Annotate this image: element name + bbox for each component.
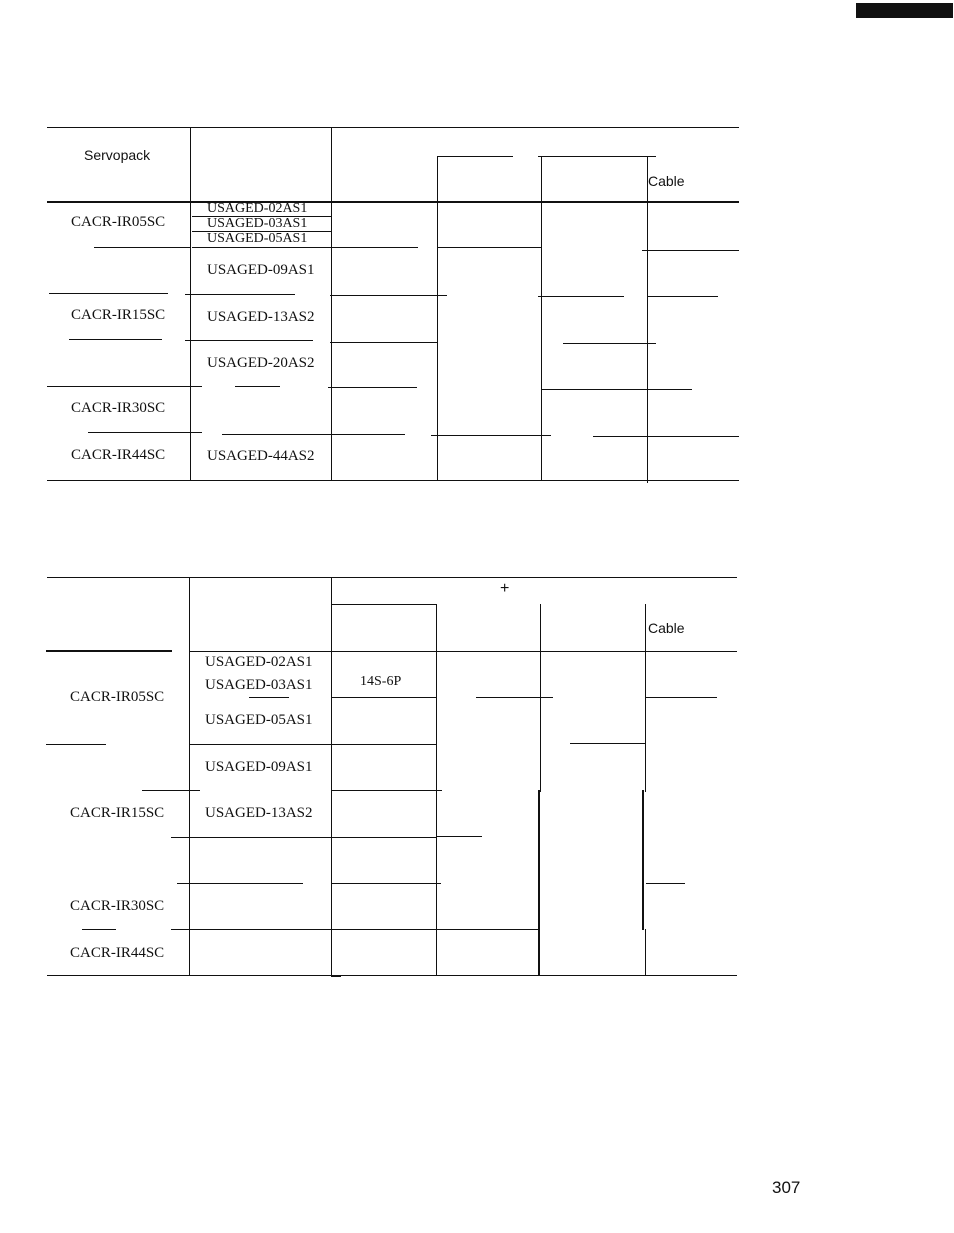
motor-cell: USAGED-03AS1 — [207, 216, 308, 231]
motor-cell: USAGED-03AS1 — [205, 677, 313, 693]
servopack-cell: CACR-IR44SC — [70, 945, 165, 961]
motor-cell: USAGED-44AS2 — [207, 448, 315, 464]
servopack-cell: CACR-IR05SC — [71, 214, 166, 230]
servopack-cell: CACR-IR05SC — [70, 689, 165, 705]
motor-cell: USAGED-20AS2 — [207, 355, 315, 371]
servopack-cell: CACR-IR15SC — [71, 307, 166, 323]
servopack-header: Servopack — [84, 147, 151, 163]
motor-cell: USAGED-13AS2 — [207, 309, 315, 325]
motor-cell: USAGED-09AS1 — [207, 262, 315, 278]
motor-cell: USAGED-05AS1 — [207, 231, 308, 246]
header-bar — [856, 3, 953, 18]
page-number: 307 — [772, 1178, 801, 1197]
plus-symbol: + — [500, 580, 510, 597]
servopack-cell: CACR-IR44SC — [71, 447, 166, 463]
servopack-cell: CACR-IR30SC — [71, 400, 166, 416]
servopack-cell: CACR-IR30SC — [70, 898, 165, 914]
motor-cell: USAGED-02AS1 — [207, 201, 308, 216]
servopack-cell: CACR-IR15SC — [70, 805, 165, 821]
motor-cell: USAGED-09AS1 — [205, 759, 313, 775]
motor-cell: USAGED-13AS2 — [205, 805, 313, 821]
connector-cell: 14S-6P — [360, 674, 402, 689]
motor-cell: USAGED-05AS1 — [205, 712, 313, 728]
motor-cell: USAGED-02AS1 — [205, 654, 313, 670]
cable-header: Cable — [648, 173, 685, 189]
cable-header: Cable — [648, 620, 685, 636]
